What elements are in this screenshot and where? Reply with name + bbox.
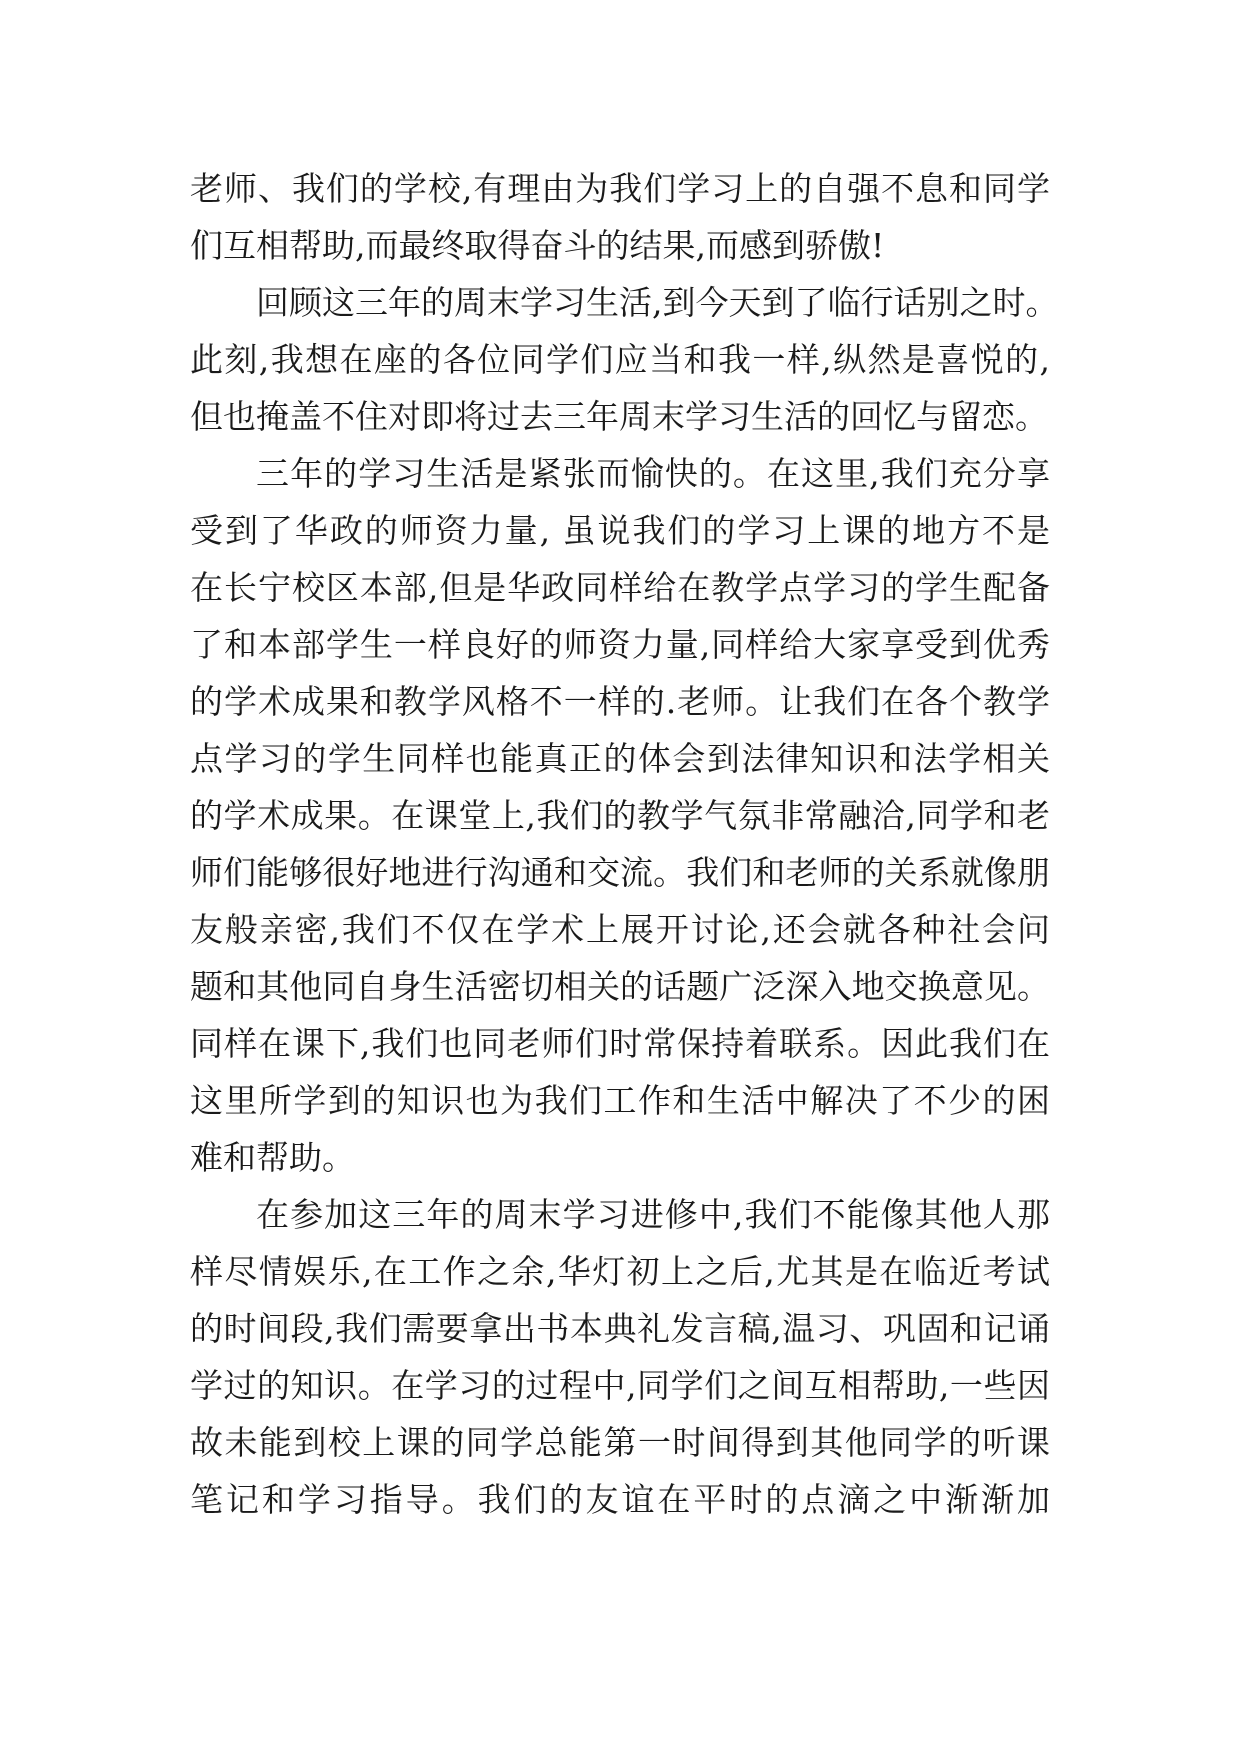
text-line: 点学习的学生同样也能真正的体会到法律知识和法学相关 xyxy=(190,739,1050,778)
text-line: 但也掩盖不住对即将过去三年周末学习生活的回忆与留恋。 xyxy=(190,397,1048,436)
text-line: 友般亲密,我们不仅在学术上展开讨论,还会就各种社会问 xyxy=(190,910,1050,949)
text-line: 老师、我们的学校,有理由为我们学习上的自强不息和同学 xyxy=(190,169,1050,208)
text-line: 学过的知识。在学习的过程中,同学们之间互相帮助,一些因 xyxy=(190,1366,1050,1405)
paragraph-start-line: 回顾这三年的周末学习生活,到今天到了临行话别之时。 xyxy=(256,283,1059,322)
text-line: 题和其他同自身生活密切相关的话题广泛深入地交换意见。 xyxy=(190,967,1050,1006)
text-line: 受到了华政的师资力量, 虽说我们的学习上课的地方不是 xyxy=(190,511,1050,550)
text-line: 此刻,我想在座的各位同学们应当和我一样,纵然是喜悦的, xyxy=(190,340,1050,379)
paragraph-start-line: 三年的学习生活是紧张而愉快的。在这里,我们充分享 xyxy=(256,454,1050,493)
text-line: 笔记和学习指导。我们的友谊在平时的点滴之中渐渐加 xyxy=(190,1480,1050,1519)
text-line: 在长宁校区本部,但是华政同样给在教学点学习的学生配备 xyxy=(190,568,1050,607)
text-line: 这里所学到的知识也为我们工作和生活中解决了不少的困 xyxy=(190,1081,1050,1120)
text-line: 样尽情娱乐,在工作之余,华灯初上之后,尤其是在临近考试 xyxy=(190,1252,1050,1291)
text-line: 的学术成果。在课堂上,我们的教学气氛非常融洽,同学和老 xyxy=(190,796,1050,835)
text-line: 难和帮助。 xyxy=(190,1138,355,1177)
text-line: 故未能到校上课的同学总能第一时间得到其他同学的听课 xyxy=(190,1423,1050,1462)
paragraph-start-line: 在参加这三年的周末学习进修中,我们不能像其他人那 xyxy=(256,1195,1050,1234)
text-line: 了和本部学生一样良好的师资力量,同样给大家享受到优秀 xyxy=(190,625,1050,664)
text-line: 的时间段,我们需要拿出书本典礼发言稿,温习、巩固和记诵 xyxy=(190,1309,1050,1348)
text-line: 们互相帮助,而最终取得奋斗的结果,而感到骄傲! xyxy=(190,226,885,265)
body-text xyxy=(190,160,1059,1528)
text-line: 的学术成果和教学风格不一样的.老师。让我们在各个教学 xyxy=(190,682,1050,721)
text-line: 师们能够很好地进行沟通和交流。我们和老师的关系就像朋 xyxy=(190,853,1050,892)
text-line: 同样在课下,我们也同老师们时常保持着联系。因此我们在 xyxy=(190,1024,1050,1063)
